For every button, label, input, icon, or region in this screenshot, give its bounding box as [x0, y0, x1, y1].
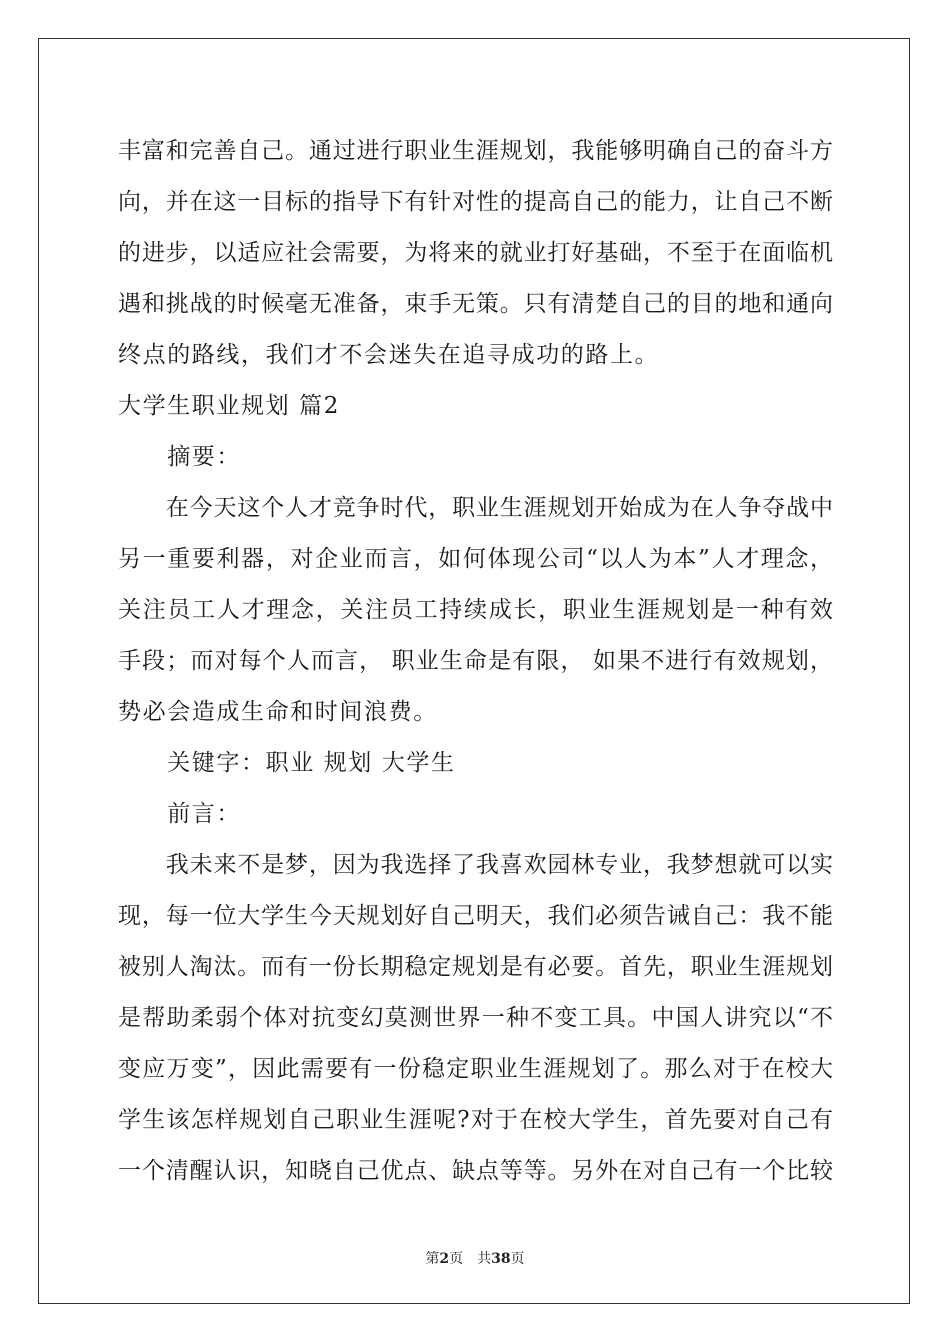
document-body — [118, 126, 833, 1197]
paragraph-line: 学生该怎样规划自己职业生涯呢?对于在校大学生，首先要对自己有 — [118, 1107, 833, 1133]
paragraph-line: 手段；而对每个人而言， 职业生命是有限， 如果不进行有效规划， — [118, 648, 833, 674]
paragraph-line: 另一重要利器，对企业而言，如何体现公司“以人为本”人才理念， — [118, 546, 833, 572]
paragraph-line: 势必会造成生命和时间浪费。 — [118, 699, 438, 725]
preface-label: 前言： — [118, 801, 241, 827]
footer-page-suffix: 页 共 — [449, 1251, 492, 1267]
paragraph-line: 一个清醒认识，知晓自己优点、缺点等等。另外在对自己有一个比较 — [118, 1158, 833, 1184]
section-heading: 大学生职业规划 篇2 — [118, 393, 340, 419]
page-number: 2 — [439, 1251, 450, 1267]
paragraph-line: 向，并在这一目标的指导下有针对性的提高自己的能力，让自己不断 — [118, 189, 833, 215]
paragraph-line: 我未来不是梦，因为我选择了我喜欢园林专业，我梦想就可以实 — [118, 852, 833, 878]
paragraph-line: 遇和挑战的时候毫无准备，束手无策。只有清楚自己的目的地和通向 — [118, 291, 833, 317]
keywords-line: 关键字：职业 规划 大学生 — [118, 750, 456, 776]
paragraph-line: 现，每一位大学生今天规划好自己明天，我们必须告诫自己：我不能 — [118, 903, 833, 929]
abstract-label: 摘要： — [118, 444, 241, 470]
paragraph-line: 关注员工人才理念，关注员工持续成长，职业生涯规划是一种有效 — [118, 597, 833, 623]
paragraph-line: 是帮助柔弱个体对抗变幻莫测世界一种不变工具。中国人讲究以“不 — [118, 1005, 833, 1031]
paragraph-line: 在今天这个人才竞争时代，职业生涯规划开始成为在人争夺战中 — [118, 495, 833, 521]
footer-total-suffix: 页 — [510, 1251, 525, 1267]
paragraph-line: 终点的路线，我们才不会迷失在追寻成功的路上。 — [118, 342, 660, 368]
total-pages: 38 — [491, 1251, 511, 1267]
paragraph-line: 变应万变”，因此需要有一份稳定职业生涯规划了。那么对于在校大 — [118, 1056, 833, 1082]
paragraph-line: 丰富和完善自己。通过进行职业生涯规划，我能够明确自己的奋斗方 — [118, 138, 833, 164]
footer-prefix: 第 — [425, 1251, 440, 1267]
paragraph-line: 的进步，以适应社会需要，为将来的就业打好基础，不至于在面临机 — [118, 240, 833, 266]
page-footer — [0, 1248, 950, 1268]
paragraph-line: 被别人淘汰。而有一份长期稳定规划是有必要。首先，职业生涯规划 — [118, 954, 833, 980]
